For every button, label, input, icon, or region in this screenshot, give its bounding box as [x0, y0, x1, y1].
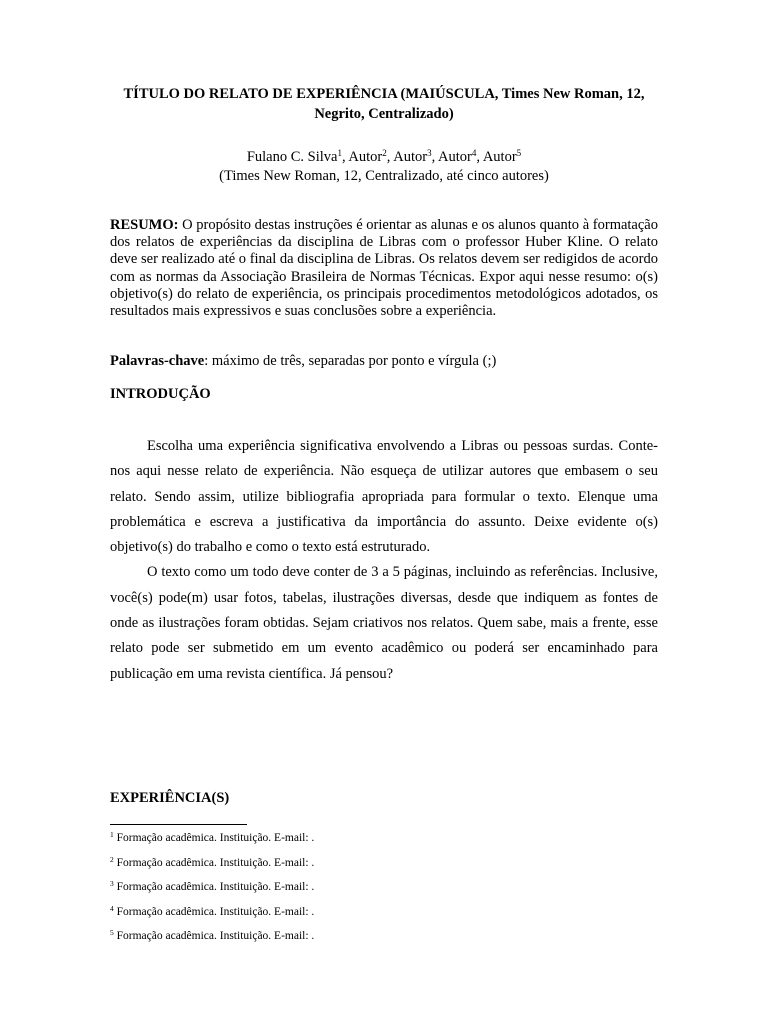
- footnote-text: Formação acadêmica. Instituição. E-mail: .: [113, 881, 315, 893]
- footnote: [110, 924, 658, 949]
- paragraph: O texto como um todo deve conter de 3 a 5 páginas, incluindo as referências. Inclusive, você(s) pode(m) usar fotos, tabelas, ilustrações diversas, desde que indiquem as fontes de onde as ilustrações foram obtidas. Sejam criativos nos relatos. Quem sabe, mais a frente, esse relato pode ser submetido em um evento acadêmico ou poderá ser encaminhado para publicação em uma revista científica. Já pensou?: [110, 564, 658, 682]
- footnote: [110, 826, 658, 851]
- author-block: [100, 148, 668, 186]
- author-note: (Times New Roman, 12, Centralizado, até cinco autores): [219, 168, 549, 184]
- keywords: [110, 351, 658, 371]
- author-name: Fulano C. Silva: [246, 149, 338, 165]
- abstract: [110, 217, 658, 320]
- footnote-mark: 3: [110, 879, 114, 888]
- footnote-text: Formação acadêmica. Instituição. E-mail: .: [113, 930, 315, 942]
- footnote-mark: 3: [427, 148, 432, 158]
- paragraph: Escolha uma experiência significativa envolvendo a Libras ou pessoas surdas. Conte-nos aqui nesse relato de experiência. Não esqueça de utilizar autores que embasem o seu relato. Sendo assim, utilize bibliografia apropriada para formular o texto. Elenque uma problemática e escreva a justificativa da importância do assunto. Deixe evidente o(s) objetivo(s) do trabalho e como o texto está estruturado.: [110, 438, 658, 556]
- keywords-text: : máximo de três, separadas por ponto e vírgula (;): [204, 353, 497, 369]
- footnote-mark: 2: [382, 148, 387, 158]
- footnote-mark: 4: [110, 903, 114, 913]
- author-list: Fulano C. Silva$^1$, Autor$^2$, Autor$^3$, Autor$^4$, Autor$^5$: [246, 148, 522, 165]
- footnote-divider: [110, 824, 247, 825]
- footnote: [110, 875, 658, 900]
- introduction-body: [110, 434, 658, 687]
- author-name: Autor: [482, 149, 517, 165]
- footnote-mark: 4: [471, 148, 477, 158]
- keywords-label: Palavras-chave: [110, 353, 205, 369]
- footnotes: [110, 826, 658, 949]
- footnote: [110, 851, 658, 876]
- abstract-label: RESUMO:: [110, 217, 179, 233]
- author-name: Autor: [438, 149, 472, 165]
- footnote-text: Formação acadêmica. Instituição. E-mail: .: [113, 905, 315, 918]
- footnote-mark: 5: [110, 928, 114, 937]
- footnote: [110, 900, 658, 925]
- author-name: Autor: [348, 149, 383, 165]
- document-title: TÍTULO DO RELATO DE EXPERIÊNCIA (MAIÚSCULA, Times New Roman, 12, Negrito, Centralizado): [123, 86, 645, 122]
- footnote-text: Formação acadêmica. Instituição. E-mail: .: [113, 832, 315, 844]
- footnote-text: Formação acadêmica. Instituição. E-mail: .: [113, 856, 315, 869]
- experience-heading: EXPERIÊNCIA(S): [110, 790, 230, 806]
- abstract-text: O propósito destas instruções é orientar as alunas e os alunos quanto à formatação dos relatos de experiências da disciplina de Libras com o professor Huber Kline. O relato deve ser realizado até o final da disciplina de Libras. Os relatos devem ser redigidos de acordo com as normas da Associação Brasileira de Normas Técnicas. Expor aqui nesse resumo: o(s) objetivo(s) do relato de experiência, os principais procedimentos metodológicos adotados, os resultados mais expressivos e suas conclusões sobre a experiência.: [110, 217, 658, 320]
- introduction-heading: INTRODUÇÃO: [110, 386, 211, 402]
- footnote-mark: 1: [337, 148, 342, 158]
- footnote-mark: 1: [110, 830, 114, 839]
- footnote-mark: 5: [516, 148, 522, 158]
- footnote-mark: 2: [110, 854, 114, 864]
- author-name: Autor: [393, 149, 428, 165]
